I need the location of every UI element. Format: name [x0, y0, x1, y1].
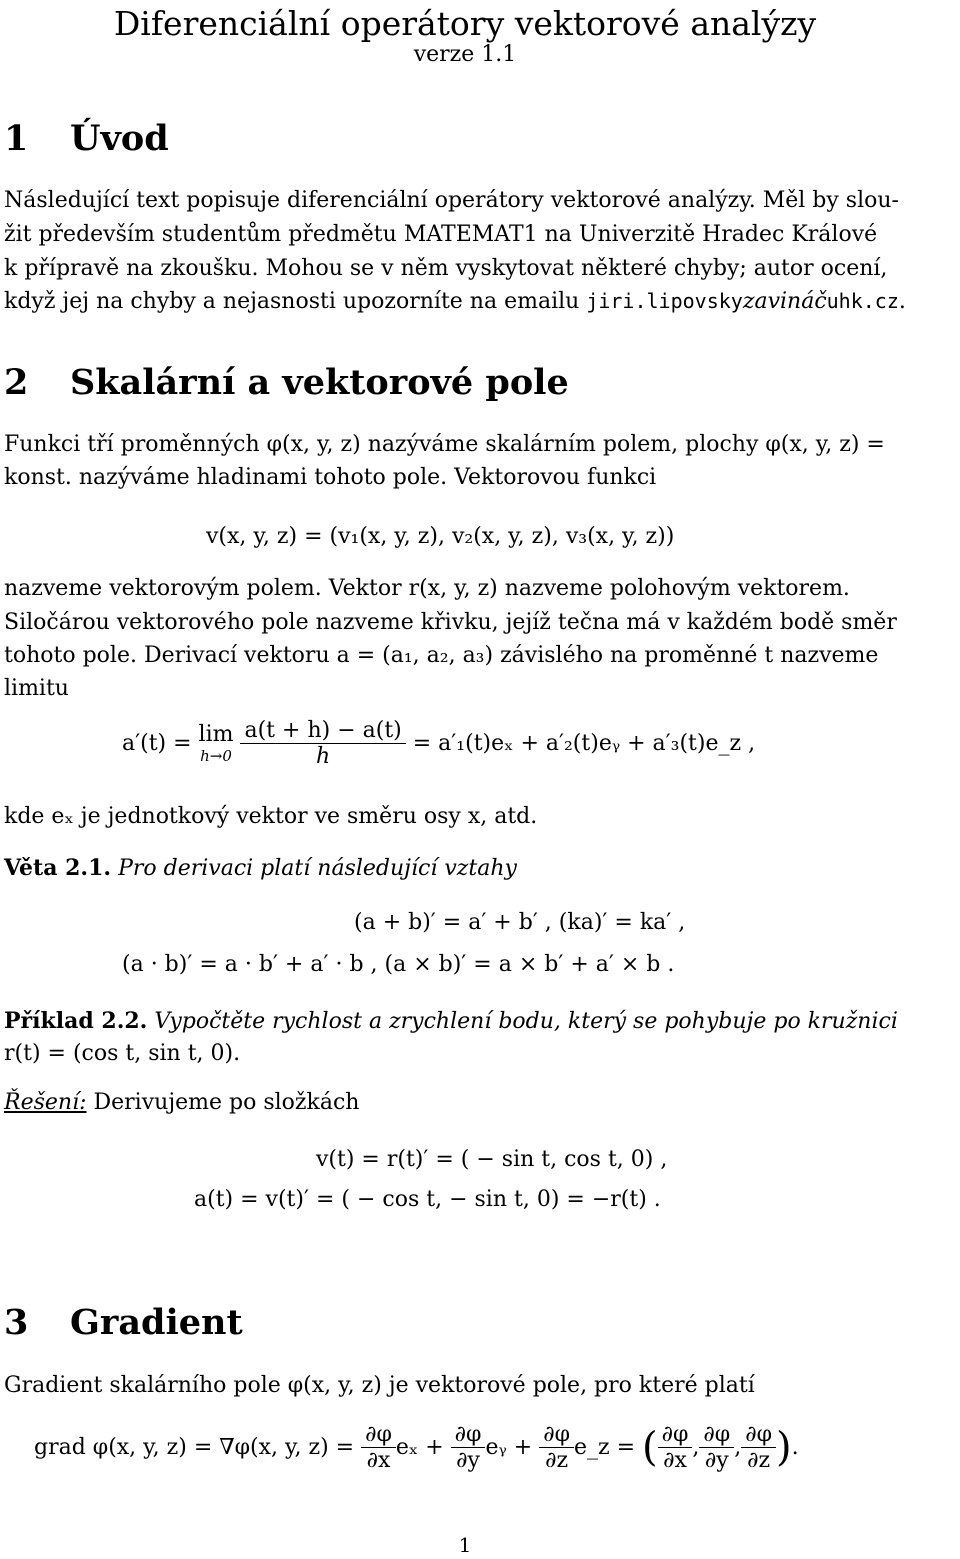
fields-line-3: nazveme vektorovým polem. Vektor r(x, y, z) nazveme polohovým vektorem. [4, 576, 850, 601]
theorem-text: Pro derivaci platí následující vztahy [118, 856, 517, 881]
document-version: verze 1.1 [413, 42, 517, 67]
grad-frac-z-den: ∂z [545, 1448, 569, 1473]
theorem-label: Věta 2.1. [4, 855, 112, 881]
solution-equation-2: a(t) = v(t)′ = ( − cos t, − sin t, 0) = −r(t) . [194, 1187, 661, 1212]
grad-ex: eₓ + [395, 1435, 444, 1460]
example-label: Příklad 2.2. [4, 1008, 148, 1034]
grad-frac-x-num: ∂φ [361, 1422, 396, 1448]
solution [4, 1090, 359, 1115]
grad-frac-x-den: ∂x [366, 1448, 391, 1473]
eq-lim-fraction [240, 718, 405, 769]
section-title: Úvod [70, 118, 169, 159]
gradient-line-1: Gradient skalárního pole φ(x, y, z) je vektorové pole, pro které platí [4, 1373, 755, 1398]
grad-ez: e_z = [573, 1435, 636, 1460]
solution-label: Řešení: [4, 1090, 87, 1115]
grad-frac-y [451, 1422, 486, 1473]
intro-line-1: Následující text popisuje diferenciální operátory vektorové analýzy. Měl by slou- [4, 188, 899, 213]
solution-text: Derivujeme po složkách [86, 1090, 360, 1115]
section-heading-2 [4, 362, 569, 403]
eq-lim-word: lim [198, 722, 234, 747]
theorem-equation-2: (a · b)′ = a · b′ + a′ · b , (a × b)′ = a × b′ + a′ × b . [122, 952, 675, 977]
equation-derivative-limit [122, 718, 755, 769]
grad-comma-2: , [734, 1435, 742, 1460]
example-text-2: r(t) = (cos t, sin t, 0). [4, 1041, 241, 1066]
grad-frac-y-num: ∂φ [451, 1422, 486, 1448]
grad-frac-z-num: ∂φ [539, 1422, 574, 1448]
fields-line-5: tohoto pole. Derivací vektoru a = (a₁, a₂, a₃) závislého na proměnné t nazveme [4, 643, 879, 668]
theorem [4, 855, 517, 881]
eq-lim-left: a′(t) = [122, 731, 192, 756]
eq-lim-numerator: a(t + h) − a(t) [240, 718, 405, 744]
intro-line-4-text: když jej na chyby a nejasnosti upozorníte na emailu [4, 289, 587, 314]
grad-end: . [791, 1435, 799, 1460]
grad-vec-z-den: ∂z [747, 1448, 771, 1473]
eq-lim-right: = a′₁(t)eₓ + a′₂(t)eᵧ + a′₃(t)e_z , [412, 731, 756, 756]
grad-vec-x-den: ∂x [663, 1448, 687, 1473]
section-heading-1 [4, 118, 169, 159]
eq-lim-under: h→0 [200, 747, 232, 765]
theorem-equation-1: (a + b)′ = a′ + b′ , (ka)′ = ka′ , [354, 910, 686, 935]
grad-vec-y [699, 1422, 734, 1473]
email-domain: uhk.cz [826, 289, 899, 313]
section-title: Skalární a vektorové pole [70, 362, 569, 403]
fields-line-6: limitu [4, 676, 69, 701]
grad-open-paren: ( [642, 1424, 658, 1471]
section-heading-3 [4, 1302, 243, 1343]
grad-frac-x [361, 1422, 396, 1473]
eq-lim-operator [199, 722, 234, 765]
grad-vec-x [658, 1422, 693, 1473]
solution-equation-1: v(t) = r(t)′ = ( − sin t, cos t, 0) , [316, 1147, 668, 1172]
grad-eq-left: grad φ(x, y, z) = ∇φ(x, y, z) = [34, 1435, 355, 1460]
fields-line-7: kde eₓ je jednotkový vektor ve směru osy x, atd. [4, 804, 538, 829]
grad-frac-z [539, 1422, 574, 1473]
grad-vec-z-num: ∂φ [741, 1422, 776, 1448]
email-end: . [898, 289, 906, 314]
grad-frac-y-den: ∂y [456, 1448, 480, 1473]
grad-vec-y-num: ∂φ [699, 1422, 734, 1448]
email-user: jiri.lipovsky [586, 289, 743, 313]
fields-line-4: Siločárou vektorového pole nazveme křivku, jejíž tečna má v každém bodě směr [4, 610, 897, 635]
section-number: 3 [4, 1302, 29, 1343]
section-number: 2 [4, 362, 29, 403]
example [4, 1008, 898, 1034]
example-text-1: Vypočtěte rychlost a zrychlení bodu, který se pohybuje po kružnici [154, 1009, 898, 1034]
section-number: 1 [4, 118, 29, 159]
grad-ey: eᵧ + [485, 1435, 533, 1460]
grad-vec-y-den: ∂y [704, 1448, 729, 1473]
section-title: Gradient [70, 1302, 243, 1343]
fields-line-2: konst. nazýváme hladinami tohoto pole. Vektorovou funkci [4, 465, 657, 490]
document-title: Diferenciální operátory vektorové analýzy [113, 4, 817, 43]
grad-comma-1: , [692, 1435, 700, 1460]
grad-vec-x-num: ∂φ [658, 1422, 693, 1448]
email-at: zavináč [742, 289, 827, 314]
intro-line-3: k přípravě na zkoušku. Mohou se v něm vyskytovat některé chyby; autor ocení, [4, 256, 888, 281]
fields-line-1: Funkci tří proměnných φ(x, y, z) nazýváme skalárním polem, plochy φ(x, y, z) = [4, 432, 885, 457]
intro-line-2: žit především studentům předmětu MATEMAT1 na Univerzitě Hradec Králové [4, 222, 878, 247]
eq-lim-denominator: h [316, 744, 331, 769]
intro-line-4 [4, 289, 906, 314]
equation-gradient [34, 1422, 799, 1473]
page-number: 1 [458, 1533, 472, 1557]
grad-vec-z [741, 1422, 776, 1473]
grad-close-paren: ) [775, 1424, 792, 1471]
equation-vector-field: v(x, y, z) = (v₁(x, y, z), v₂(x, y, z), v₃(x, y, z)) [206, 524, 675, 549]
